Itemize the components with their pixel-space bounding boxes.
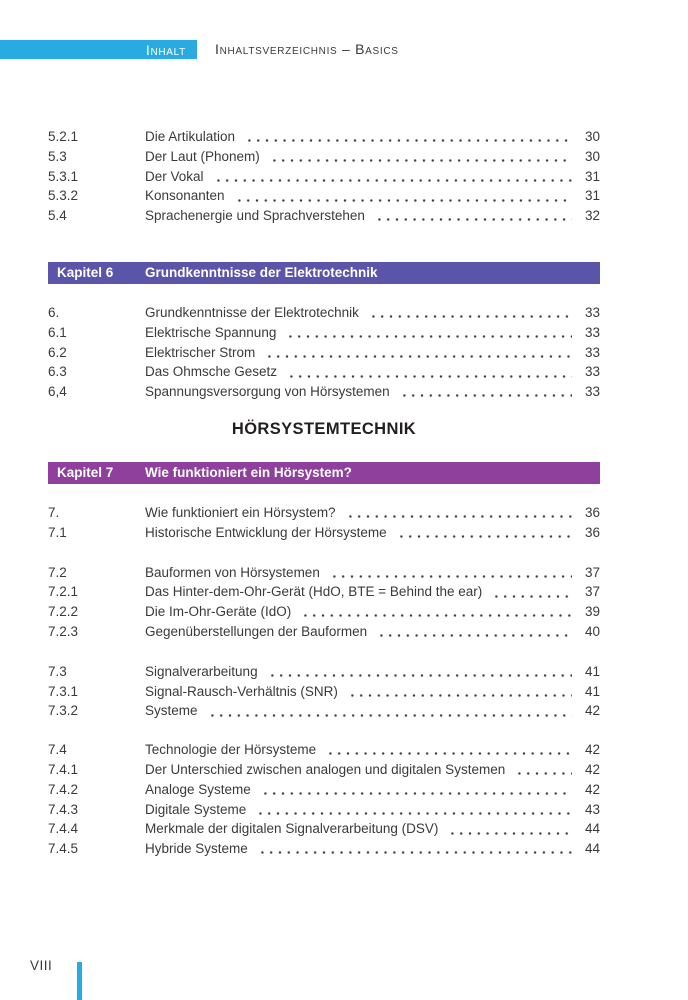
toc-entry-leader-dots [298,602,572,622]
table-of-contents [48,127,600,859]
toc-entry-page-number: 33 [584,344,600,360]
chapter-banner [48,262,600,284]
toc-entry-number: 7. [48,504,60,520]
toc-entry-number: 5.3.1 [48,168,79,184]
toc-entry-page-number: 41 [584,683,600,699]
toc-entry-number: 5.3 [48,148,67,164]
toc-entry-number: 7.3 [48,663,67,679]
toc-entry-number: 7.2.3 [48,623,79,639]
toc-entry-group [48,740,600,859]
toc-entry-page-number: 42 [584,781,600,797]
toc-entry-page-number: 40 [584,623,600,639]
toc-entry-leader-dots [205,701,572,721]
toc-entry-row [48,206,600,226]
toc-entry-number: 7.3.2 [48,703,79,719]
toc-entry-row [48,343,600,363]
toc-entry-number: 6.2 [48,344,67,360]
toc-entry-page-number: 43 [584,801,600,817]
toc-entry-title: Grundkenntnisse der Elektrotechnik [145,304,359,320]
toc-entry-title: Analoge Systeme [145,781,251,797]
toc-entry-row [48,127,600,147]
toc-entry-leader-dots [397,382,572,402]
toc-entry-row [48,780,600,800]
toc-entry-leader-dots [283,323,572,343]
toc-entry-number: 7.1 [48,524,67,540]
toc-entry-group [48,503,600,543]
toc-entry-row [48,760,600,780]
toc-entry-page-number: 30 [584,129,600,144]
toc-entry-title: Technologie der Hörsysteme [145,742,317,758]
toc-entry-page-number: 31 [584,188,600,204]
toc-entry-leader-dots [327,563,572,583]
toc-entry-title: Signalverarbeitung [145,663,258,679]
toc-entry-leader-dots [253,800,572,820]
toc-entry-leader-dots [267,147,572,167]
page-number: VIII [30,958,53,973]
chapter-banner-label: Kapitel 7 [57,465,114,481]
toc-entry-page-number: 36 [584,504,600,520]
chapter-banner-title: Grundkenntnisse der Elektrotechnik [145,265,378,281]
toc-entry-number: 7.4.4 [48,821,79,837]
toc-entry-group [48,563,600,642]
toc-entry-number: 5.3.2 [48,188,79,204]
toc-entry-number: 7.3.1 [48,683,79,699]
section-headline: HÖRSYSTEMTECHNIK [231,419,417,438]
toc-entry-group [48,662,600,721]
toc-entry-row [48,662,600,682]
header-tab-label: Inhalt [145,41,186,58]
toc-entry-leader-dots [242,127,572,147]
toc-entry-title: Der Unterschied zwischen analogen und digitalen Systemen [145,761,506,777]
toc-entry-title: Der Vokal [145,168,204,184]
toc-entry-leader-dots [345,682,572,702]
toc-entry-leader-dots [366,303,572,323]
toc-entry-number: 7.2.2 [48,604,79,620]
header-section-title: Inhaltsverzeichnis – Basics [215,41,399,57]
toc-entry-row [48,582,600,602]
toc-entry-title: Signal-Rausch-Verhältnis (SNR) [145,683,338,699]
toc-entry-leader-dots [372,206,572,226]
toc-entry-leader-dots [211,167,572,187]
toc-entry-page-number: 37 [584,564,600,580]
toc-entry-leader-dots [489,582,572,602]
toc-entry-page-number: 31 [584,168,600,184]
toc-entry-title: Elektrischer Strom [145,344,256,360]
toc-entry-row [48,682,600,702]
toc-entry-row [48,323,600,343]
footer-accent-bar [77,962,82,1000]
toc-entry-leader-dots [323,740,572,760]
toc-entry-page-number: 44 [584,821,600,837]
toc-entry-row [48,523,600,543]
toc-entry-title: Elektrische Spannung [145,324,277,340]
toc-entry-row [48,362,600,382]
toc-entry-row [48,303,600,323]
toc-entry-number: 6. [48,304,60,320]
toc-entry-title: Das Ohmsche Gesetz [145,364,278,380]
toc-entry-number: 7.4.1 [48,761,79,777]
toc-entry-row [48,701,600,721]
toc-entry-number: 7.4.2 [48,781,79,797]
toc-entry-page-number: 37 [584,584,600,600]
toc-entry-title: Die Im-Ohr-Geräte (IdO) [145,604,292,620]
toc-entry-page-number: 42 [584,703,600,719]
toc-entry-leader-dots [445,819,572,839]
toc-entry-title: Der Laut (Phonem) [145,148,260,164]
toc-entry-title: Das Hinter-dem-Ohr-Gerät (HdO, BTE = Behind the ear) [145,584,483,600]
toc-entry-row [48,503,600,523]
toc-entry-row [48,602,600,622]
toc-entry-leader-dots [255,839,572,859]
toc-entry-leader-dots [374,622,572,642]
toc-entry-page-number: 44 [584,841,600,857]
chapter-banner-label: Kapitel 6 [57,265,114,281]
toc-entry-title: Historische Entwicklung der Hörsysteme [145,524,387,540]
toc-entry-page-number: 42 [584,742,600,758]
toc-entry-page-number: 33 [584,384,600,400]
toc-entry-group [48,303,600,402]
toc-entry-group [48,127,600,226]
header-inhalt-tab [0,40,197,59]
toc-entry-row [48,167,600,187]
toc-entry-number: 7.4 [48,742,67,758]
toc-entry-title: Merkmale der digitalen Signalverarbeitung (DSV) [145,821,439,837]
toc-entry-page-number: 33 [584,364,600,380]
toc-entry-leader-dots [394,523,572,543]
toc-entry-row [48,563,600,583]
toc-entry-leader-dots [343,503,572,523]
chapter-banner-title: Wie funktioniert ein Hörsystem? [145,465,352,481]
toc-entry-number: 5.2.1 [48,129,79,144]
toc-entry-number: 6.1 [48,324,67,340]
toc-entry-row [48,800,600,820]
toc-entry-leader-dots [265,662,572,682]
toc-entry-number: 5.4 [48,208,67,224]
toc-entry-number: 7.4.5 [48,841,79,857]
toc-entry-title: Gegenüberstellungen der Bauformen [145,623,368,639]
toc-entry-leader-dots [262,343,572,363]
toc-entry-title: Spannungsversorgung von Hörsystemen [145,384,390,400]
toc-entry-number: 7.2 [48,564,67,580]
toc-entry-leader-dots [258,780,572,800]
toc-entry-title: Hybride Systeme [145,841,248,857]
toc-entry-leader-dots [284,362,572,382]
toc-entry-title: Bauformen von Hörsystemen [145,564,320,580]
toc-entry-page-number: 36 [584,524,600,540]
toc-entry-title: Systeme [145,703,198,719]
toc-entry-title: Konsonanten [145,188,225,204]
toc-entry-title: Wie funktioniert ein Hörsystem? [145,504,336,520]
toc-entry-number: 7.2.1 [48,584,79,600]
toc-entry-leader-dots [232,186,572,206]
toc-entry-page-number: 30 [584,148,600,164]
toc-entry-leader-dots [512,760,572,780]
toc-entry-number: 6,4 [48,384,67,400]
toc-entry-row [48,819,600,839]
toc-entry-row [48,382,600,402]
toc-entry-row [48,839,600,859]
toc-entry-title: Die Artikulation [145,129,236,144]
toc-entry-page-number: 32 [584,208,600,224]
toc-entry-page-number: 42 [584,761,600,777]
toc-entry-number: 7.4.3 [48,801,79,817]
toc-entry-title: Digitale Systeme [145,801,247,817]
toc-entry-page-number: 33 [584,304,600,320]
chapter-banner [48,462,600,484]
toc-entry-row [48,622,600,642]
toc-entry-page-number: 33 [584,324,600,340]
toc-entry-page-number: 39 [584,604,600,620]
toc-entry-row [48,740,600,760]
toc-entry-row [48,147,600,167]
toc-entry-page-number: 41 [584,663,600,679]
toc-entry-title: Sprachenergie und Sprachverstehen [145,208,365,224]
toc-entry-number: 6.3 [48,364,67,380]
toc-entry-row [48,186,600,206]
